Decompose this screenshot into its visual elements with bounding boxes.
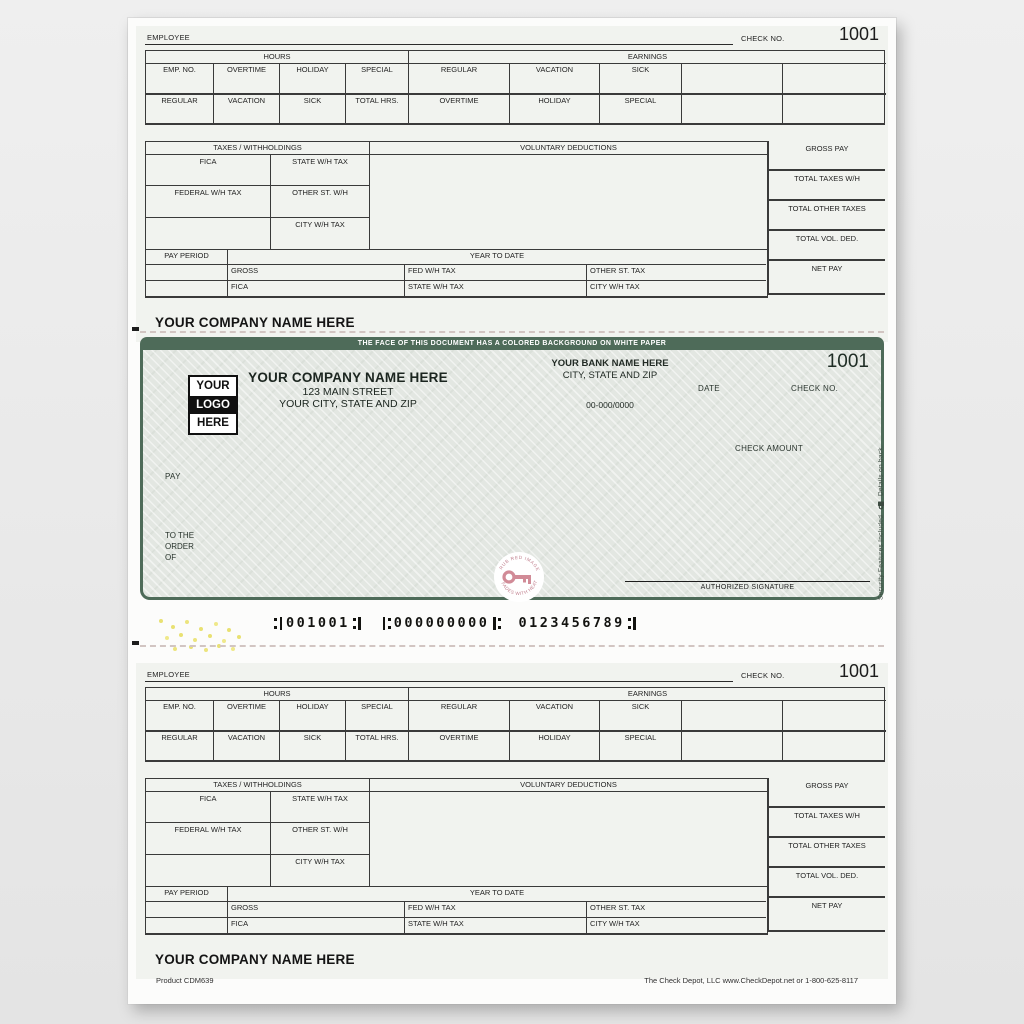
logo-line: HERE [197, 417, 229, 430]
company-block [238, 370, 458, 410]
check-number: 1001 [838, 661, 879, 681]
padlock-icon [877, 501, 885, 510]
tax-cell-blank [146, 855, 271, 886]
top-paystub [136, 26, 888, 342]
ytd-cell-blank [146, 280, 228, 296]
table-cell: SPECIAL [345, 64, 408, 93]
taxes-withholdings-block [145, 141, 370, 250]
deductions-area-blank [370, 155, 767, 249]
table-cell: REGULAR [146, 730, 213, 760]
table-cell: OVERTIME [213, 701, 279, 730]
tax-cell: OTHER ST. W/H [271, 823, 369, 854]
table-cell: HOLIDAY [279, 701, 345, 730]
total-box: GROSS PAY [768, 778, 885, 808]
authorized-signature-label: AUTHORIZED SIGNATURE [700, 584, 795, 591]
table-cell: EMP. NO. [163, 65, 196, 74]
ytd-cell: GROSS [228, 901, 405, 917]
vendor-info: The Check Depot, LLC www.CheckDepot.net or 1-800-625-8117 [644, 976, 858, 985]
sheet-footer [156, 976, 858, 985]
tax-cell: STATE W/H TAX [271, 792, 369, 823]
ytd-cell-blank [146, 901, 228, 917]
table-cell: SICK [599, 701, 681, 730]
tax-cell: STATE W/H TAX [271, 155, 369, 186]
tax-cell-blank [146, 218, 271, 249]
micr-routing-number: 000000000 [393, 615, 490, 631]
total-box: NET PAY [768, 898, 885, 932]
table-cell: SPECIAL [599, 93, 681, 123]
ytd-cell: GROSS [228, 264, 405, 280]
ytd-cell-blank [146, 917, 228, 933]
bottom-paystub [136, 663, 888, 979]
total-box: TOTAL VOL. DED. [768, 231, 885, 261]
tax-cell: FEDERAL W/H TAX [146, 186, 271, 217]
pay-label: PAY [165, 472, 181, 481]
table-cell: OVERTIME [213, 64, 279, 93]
hours-earnings-table [145, 50, 885, 125]
check-no-label: CHECK NO. [741, 671, 785, 680]
total-box: TOTAL OTHER TAXES [768, 838, 885, 868]
check-number: 1001 [826, 351, 869, 372]
table-cell: VACATION [213, 93, 279, 123]
voluntary-deductions-block [370, 778, 768, 887]
table-cell-blank [681, 701, 782, 730]
logo-line: YOUR [196, 380, 230, 392]
tax-cell: CITY W/H TAX [295, 856, 345, 866]
side-text-details: Details on back. [877, 444, 885, 496]
date-label: DATE [698, 384, 720, 393]
table-cell: HOLIDAY [509, 93, 599, 123]
table-cell-blank [782, 701, 886, 730]
earnings-header: EARNINGS [408, 51, 886, 64]
ytd-header: YEAR TO DATE [469, 251, 525, 260]
table-cell: SICK [279, 730, 345, 760]
order-line: TO THE [165, 531, 195, 540]
total-box: NET PAY [768, 261, 885, 295]
employee-line [145, 681, 733, 682]
check-face [140, 350, 884, 600]
year-to-date-table [145, 250, 768, 298]
table-cell: TOTAL HRS. [345, 730, 408, 760]
taxes-withholdings-block [145, 778, 370, 887]
table-cell: OVERTIME [408, 730, 509, 760]
paystub [145, 661, 885, 967]
micr-onus-symbol [628, 617, 637, 630]
table-cell-blank [782, 64, 886, 93]
employee-label: EMPLOYEE [147, 670, 190, 679]
check-banner-text: THE FACE OF THIS DOCUMENT HAS A COLORED BACKGROUND ON WHITE PAPER [140, 337, 884, 350]
company-logo-placeholder [188, 375, 238, 435]
routing-fraction: 00-000/0000 [586, 400, 634, 410]
table-cell: TOTAL HRS. [345, 93, 408, 123]
ytd-header: YEAR TO DATE [469, 888, 525, 897]
ytd-cell-blank [146, 264, 228, 280]
micr-check-number: 001001 [286, 615, 350, 631]
company-address-line2: YOUR CITY, STATE AND ZIP [279, 398, 417, 410]
deductions-header: VOLUNTARY DEDUCTIONS [370, 142, 767, 155]
micr-transit-symbol [382, 617, 391, 630]
table-cell: VACATION [509, 64, 599, 93]
check-number: 1001 [838, 24, 879, 44]
seal-top-text: RUB RED IMAGE [498, 554, 541, 573]
seal-bottom-text: FADES WITH HEAT [500, 579, 539, 597]
perforation-line [140, 331, 884, 333]
check-body [140, 337, 884, 600]
table-cell: HOLIDAY [279, 64, 345, 93]
micr-account-number: 0123456789 [518, 615, 625, 631]
hours-earnings-table [145, 687, 885, 762]
ytd-cell: CITY W/H TAX [587, 917, 766, 933]
micr-onus-symbol [353, 617, 362, 630]
order-line: ORDER [165, 542, 194, 551]
employee-line [145, 44, 733, 45]
total-box: TOTAL TAXES W/H [768, 808, 885, 838]
ytd-cell: FICA [228, 917, 405, 933]
table-cell: VACATION [509, 701, 599, 730]
voluntary-deductions-block [370, 141, 768, 250]
stub-company-name: YOUR COMPANY NAME HERE [155, 315, 355, 330]
totals-column [768, 141, 885, 298]
totals-column [768, 778, 885, 935]
ytd-cell: STATE W/H TAX [405, 917, 587, 933]
order-line: OF [165, 553, 177, 562]
table-cell-blank [681, 64, 782, 93]
micr-line [271, 615, 640, 631]
hours-header: HOURS [146, 688, 408, 701]
check-form-sheet [128, 18, 896, 1004]
tax-cell: FEDERAL W/H TAX [146, 823, 271, 854]
company-address-line1: 123 MAIN STREET [302, 386, 394, 398]
to-the-order-of-label [165, 530, 194, 563]
micr-transit-symbol [492, 617, 501, 630]
bank-address: CITY, STATE AND ZIP [562, 370, 658, 381]
table-cell: REGULAR [146, 93, 213, 123]
total-box: TOTAL TAXES W/H [768, 171, 885, 201]
deductions-header: VOLUNTARY DEDUCTIONS [370, 779, 767, 792]
security-side-text [877, 386, 885, 600]
check-amount-label: CHECK AMOUNT [735, 444, 804, 453]
table-cell: SICK [279, 93, 345, 123]
tax-cell: OTHER ST. W/H [271, 186, 369, 217]
tax-cell: FICA [146, 155, 271, 186]
ytd-cell: OTHER ST. TAX [587, 901, 766, 917]
security-dots [159, 619, 163, 623]
product-code: Product CDM639 [156, 976, 214, 985]
table-cell-blank [681, 730, 782, 760]
table-cell: VACATION [213, 730, 279, 760]
table-cell-blank [782, 93, 886, 123]
ytd-cell: FED W/H TAX [405, 901, 587, 917]
pay-period-label: PAY PERIOD [146, 887, 228, 901]
table-cell-blank [782, 730, 886, 760]
ytd-cell: OTHER ST. TAX [587, 264, 766, 280]
tax-cell: CITY W/H TAX [295, 219, 345, 229]
earnings-header: EARNINGS [408, 688, 886, 701]
heat-sensitive-security-seal [493, 551, 545, 603]
bank-name: YOUR BANK NAME HERE [551, 358, 669, 369]
logo-line: LOGO [190, 396, 236, 415]
table-cell: HOLIDAY [509, 730, 599, 760]
table-cell: SICK [599, 64, 681, 93]
table-cell: REGULAR [408, 64, 509, 93]
micr-band [145, 603, 885, 651]
employee-label: EMPLOYEE [147, 33, 190, 42]
employee-row [145, 24, 885, 46]
tax-cell: FICA [146, 792, 271, 823]
bank-block [525, 358, 695, 410]
check-company-name: YOUR COMPANY NAME HERE [248, 370, 448, 385]
micr-onus-symbol [274, 617, 283, 630]
perforation-line [140, 645, 884, 647]
ytd-cell: CITY W/H TAX [587, 280, 766, 296]
table-cell: SPECIAL [345, 701, 408, 730]
table-cell: SPECIAL [599, 730, 681, 760]
ytd-cell: FED W/H TAX [405, 264, 587, 280]
table-cell-blank [681, 93, 782, 123]
deductions-area-blank [370, 792, 767, 886]
employee-row [145, 661, 885, 683]
pay-period-label: PAY PERIOD [146, 250, 228, 264]
table-cell: OVERTIME [408, 93, 509, 123]
total-box: TOTAL OTHER TAXES [768, 201, 885, 231]
taxes-header: TAXES / WITHHOLDINGS [146, 779, 369, 792]
check-no-label: CHECK NO. [741, 34, 785, 43]
year-to-date-table [145, 887, 768, 935]
table-cell: REGULAR [408, 701, 509, 730]
taxes-deductions-section [145, 141, 885, 298]
hours-header: HOURS [146, 51, 408, 64]
taxes-deductions-section [145, 778, 885, 935]
total-box: GROSS PAY [768, 141, 885, 171]
side-text-security: Security Features Included [877, 514, 885, 600]
ytd-cell: STATE W/H TAX [405, 280, 587, 296]
paystub [145, 24, 885, 330]
signature-line [625, 581, 870, 591]
ytd-cell: FICA [228, 280, 405, 296]
table-cell: EMP. NO. [163, 702, 196, 711]
stub-company-name: YOUR COMPANY NAME HERE [155, 952, 355, 967]
total-box: TOTAL VOL. DED. [768, 868, 885, 898]
check-no-label: CHECK NO. [791, 384, 839, 393]
taxes-header: TAXES / WITHHOLDINGS [146, 142, 369, 155]
